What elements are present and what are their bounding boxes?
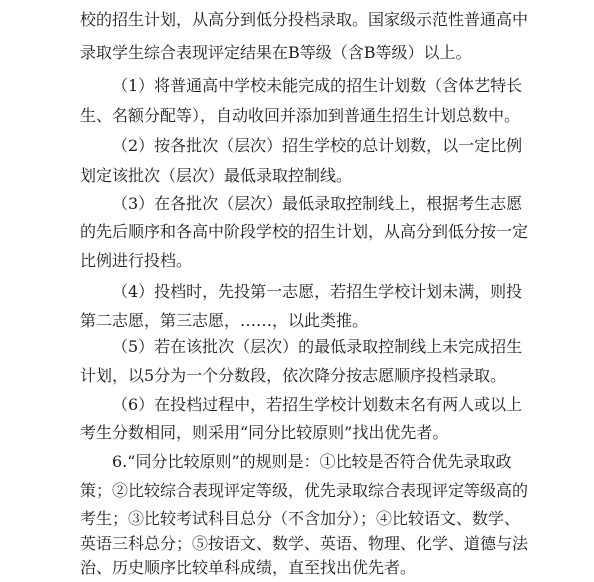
text-line: 的先后顺序和各高中阶段学校的招生计划，从高分到低分按一定 <box>80 222 529 241</box>
text-line: （4）投档时，先投第一志愿，若招生学校计划未满，则投 <box>112 282 523 301</box>
text-line: 校的招生计划，从高分到低分投档录取。国家级示范性普通高中 <box>80 10 529 29</box>
text-line: 生、名额分配等），自动收回并添加到普通生招生计划总数中。 <box>80 106 521 125</box>
text-line: （5）若在该批次（层次）的最低录取控制线上未完成招生 <box>112 337 523 356</box>
text-line: （1）将普通高中学校未能完成的招生计划数（含体艺特长 <box>112 76 523 95</box>
text-line: 策；②比较综合表现评定等级，优先录取综合表现评定等级高的 <box>80 481 529 500</box>
text-line: 治、历史顺序比较单科成绩，直至找出优先者。 <box>80 558 417 577</box>
text-line: 6.“同分比较原则”的规则是：①比较是否符合优先录取政 <box>112 452 512 471</box>
text-line: 录取学生综合表现评定结果在B等级（含B等级）以上。 <box>80 43 472 62</box>
text-line: （2）按各批次（层次）招生学校的总计划数，以一定比例 <box>112 136 523 155</box>
text-line: 比例进行投档。 <box>80 251 193 270</box>
text-line: （3）在各批次（层次）最低录取控制线上，根据考生志愿 <box>112 194 523 213</box>
text-line: 划定该批次（层次）最低录取控制线。 <box>80 166 353 185</box>
text-line: 考生分数相同，则采用“同分比较原则”找出优先者。 <box>80 423 449 442</box>
text-line: 考生；③比较考试科目总分（不含加分）；④比较语文、数学、 <box>80 509 521 528</box>
text-line: （6）在投档过程中，若招生学校计划数末名有两人或以上 <box>112 395 523 414</box>
text-line: 英语三科总分；⑤按语文、数学、英语、物理、化学、道德与法 <box>80 534 529 553</box>
text-line: 第二志愿，第三志愿，……，以此类推。 <box>80 311 369 330</box>
text-line: 计划，以5分为一个分数段，依次降分按志愿顺序投档录取。 <box>80 366 507 385</box>
